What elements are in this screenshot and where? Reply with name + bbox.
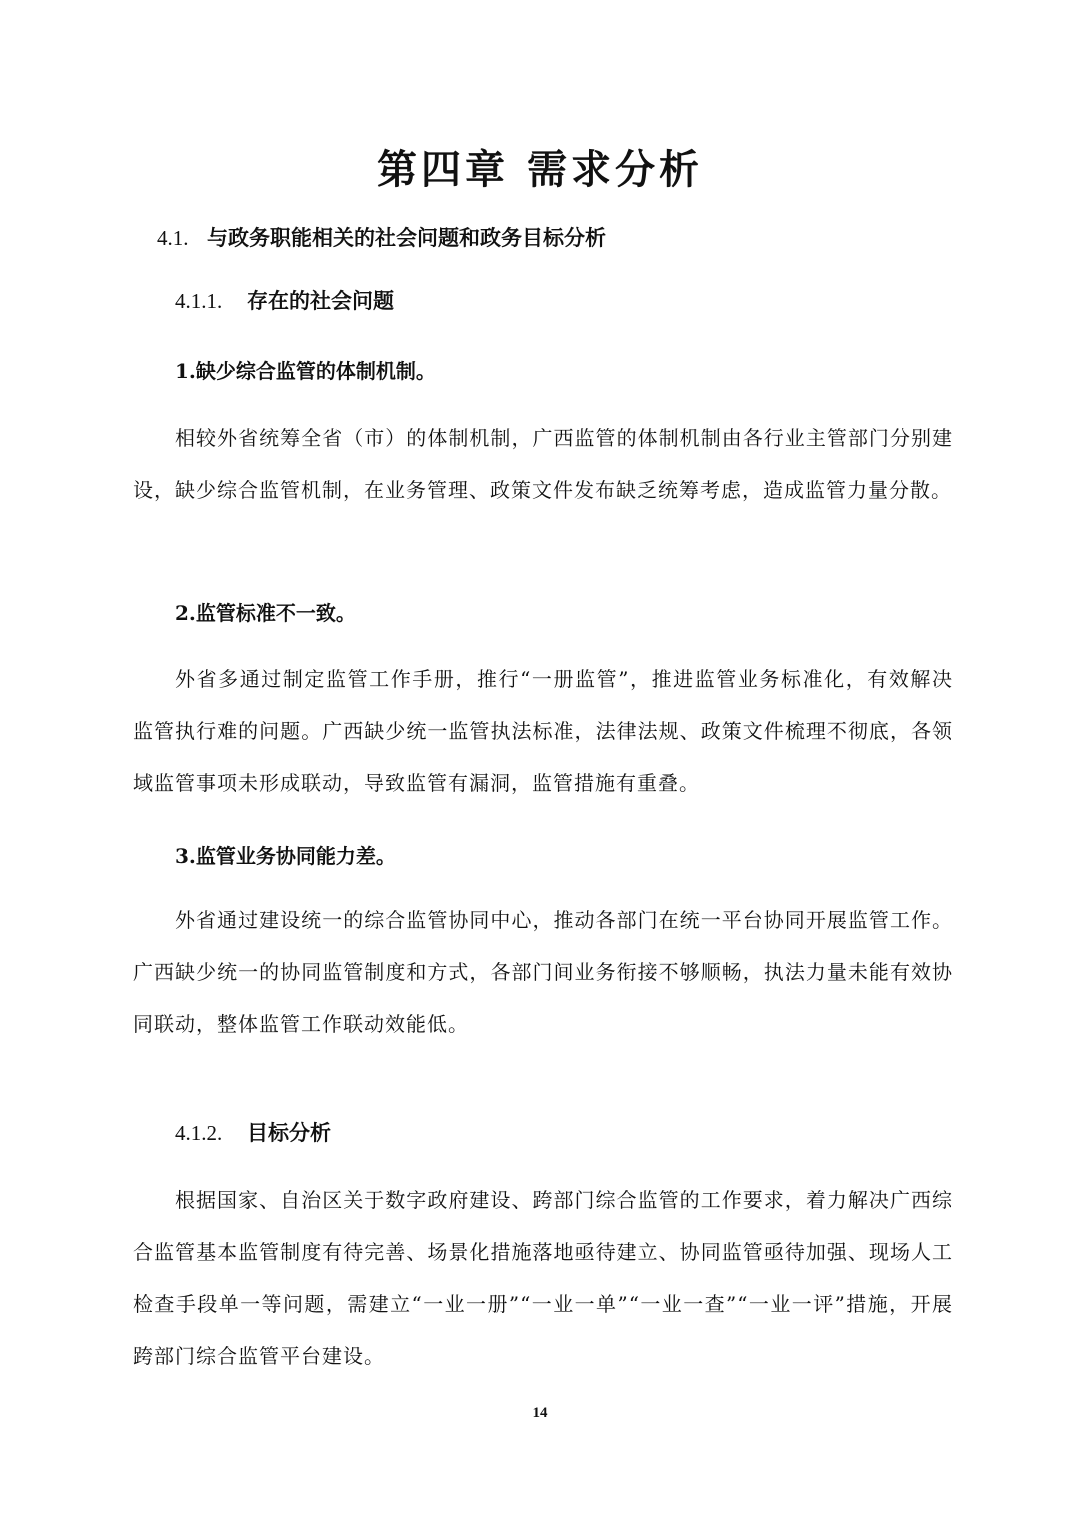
section-title: 与政务职能相关的社会问题和政务目标分析 <box>207 225 606 250</box>
subsection-number: 4.1.1. <box>175 289 223 313</box>
subsection-title: 目标分析 <box>247 1120 331 1145</box>
section-number: 4.1. <box>157 226 189 250</box>
problem-heading-3: 3.监管业务协同能力差。 <box>175 844 396 868</box>
chapter-title: 第四章 需求分析 <box>377 146 703 193</box>
problem-paragraph-1: 相较外省统筹全省（市）的体制机制，广西监管的体制机制由各行业主管部门分别建设，缺少综合监管机制，在业务管理、政策文件发布缺乏统筹考虑，造成监管力量分散。 <box>133 426 953 502</box>
subsection-title: 存在的社会问题 <box>247 288 394 313</box>
problem-heading-2: 2.监管标准不一致。 <box>175 601 356 625</box>
goal-paragraph: 根据国家、自治区关于数字政府建设、跨部门综合监管的工作要求，着力解决广西综合监管基本监管制度有待完善、场景化措施落地亟待建立、协同监管亟待加强、现场人工检查手段单一等问题，需建立“一业一册”“一业一单”“一业一查”“一业一评”措施，开展跨部门综合监管平台建设。 <box>133 1188 953 1368</box>
problem-heading-1: 1.缺少综合监管的体制机制。 <box>175 359 436 383</box>
subsection-heading-social-problems <box>175 285 394 315</box>
subsection-number: 4.1.2. <box>175 1121 223 1145</box>
problem-paragraph-3: 外省通过建设统一的综合监管协同中心，推动各部门在统一平台协同开展监管工作。广西缺少统一的协同监管制度和方式，各部门间业务衔接不够顺畅，执法力量未能有效协同联动，整体监管工作联动效能低。 <box>133 908 953 1036</box>
page-number: 14 <box>532 1405 548 1421</box>
subsection-heading-goal-analysis <box>175 1117 331 1147</box>
problem-paragraph-2: 外省多通过制定监管工作手册，推行“一册监管”，推进监管业务标准化，有效解决监管执行难的问题。广西缺少统一监管执法标准，法律法规、政策文件梳理不彻底，各领域监管事项未形成联动，导致监管有漏洞，监管措施有重叠。 <box>133 667 953 795</box>
section-heading <box>157 222 606 252</box>
